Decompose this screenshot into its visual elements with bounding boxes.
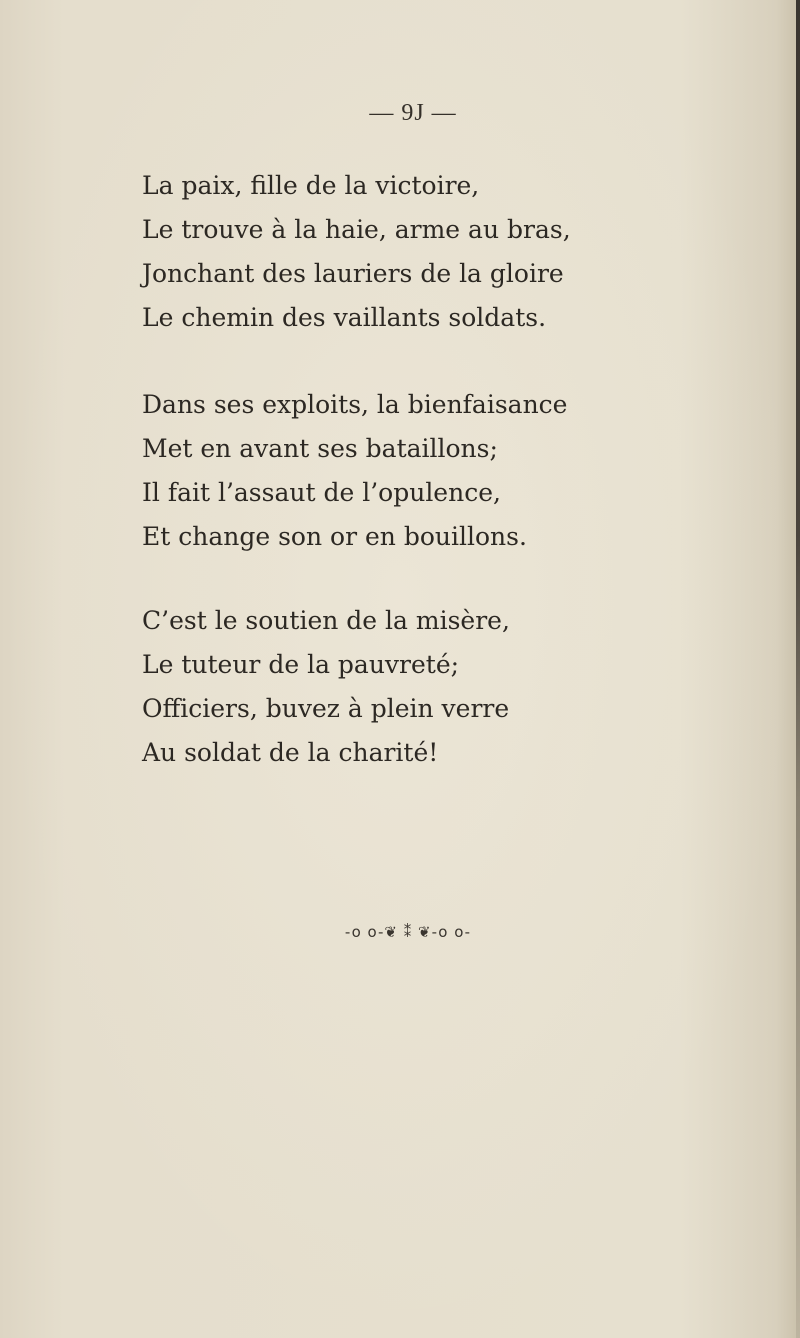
- verse-line: Met en avant ses bataillons;: [142, 434, 498, 463]
- verse-line: Le chemin des vaillants soldats.: [142, 303, 547, 332]
- verse-line: Jonchant des lauriers de la gloire: [142, 259, 564, 288]
- stanza-1: [142, 164, 571, 340]
- verse-line: La paix, fille de la victoire,: [142, 171, 480, 200]
- fleuron-ornament: -o o-❦ ⁑ ❦-o o-: [344, 923, 472, 941]
- verse-line: Il fait l’assaut de l’opulence,: [142, 478, 501, 507]
- verse-line: Officiers, buvez à plein verre: [142, 694, 510, 723]
- verse-line: Et change son or en bouillons.: [142, 522, 527, 551]
- verse-line: Le trouve à la haie, arme au bras,: [142, 215, 571, 244]
- verse-line: Dans ses exploits, la bienfaisance: [142, 390, 568, 419]
- page-number: — 9J —: [369, 100, 457, 126]
- page-edge-shadow: [796, 0, 800, 1338]
- verse-line: Le tuteur de la pauvreté;: [142, 650, 460, 679]
- stanza-2: [142, 383, 567, 559]
- verse-line: C’est le soutien de la misère,: [142, 606, 510, 635]
- verse-line: Au soldat de la charité!: [142, 738, 439, 767]
- stanza-3: [142, 599, 510, 775]
